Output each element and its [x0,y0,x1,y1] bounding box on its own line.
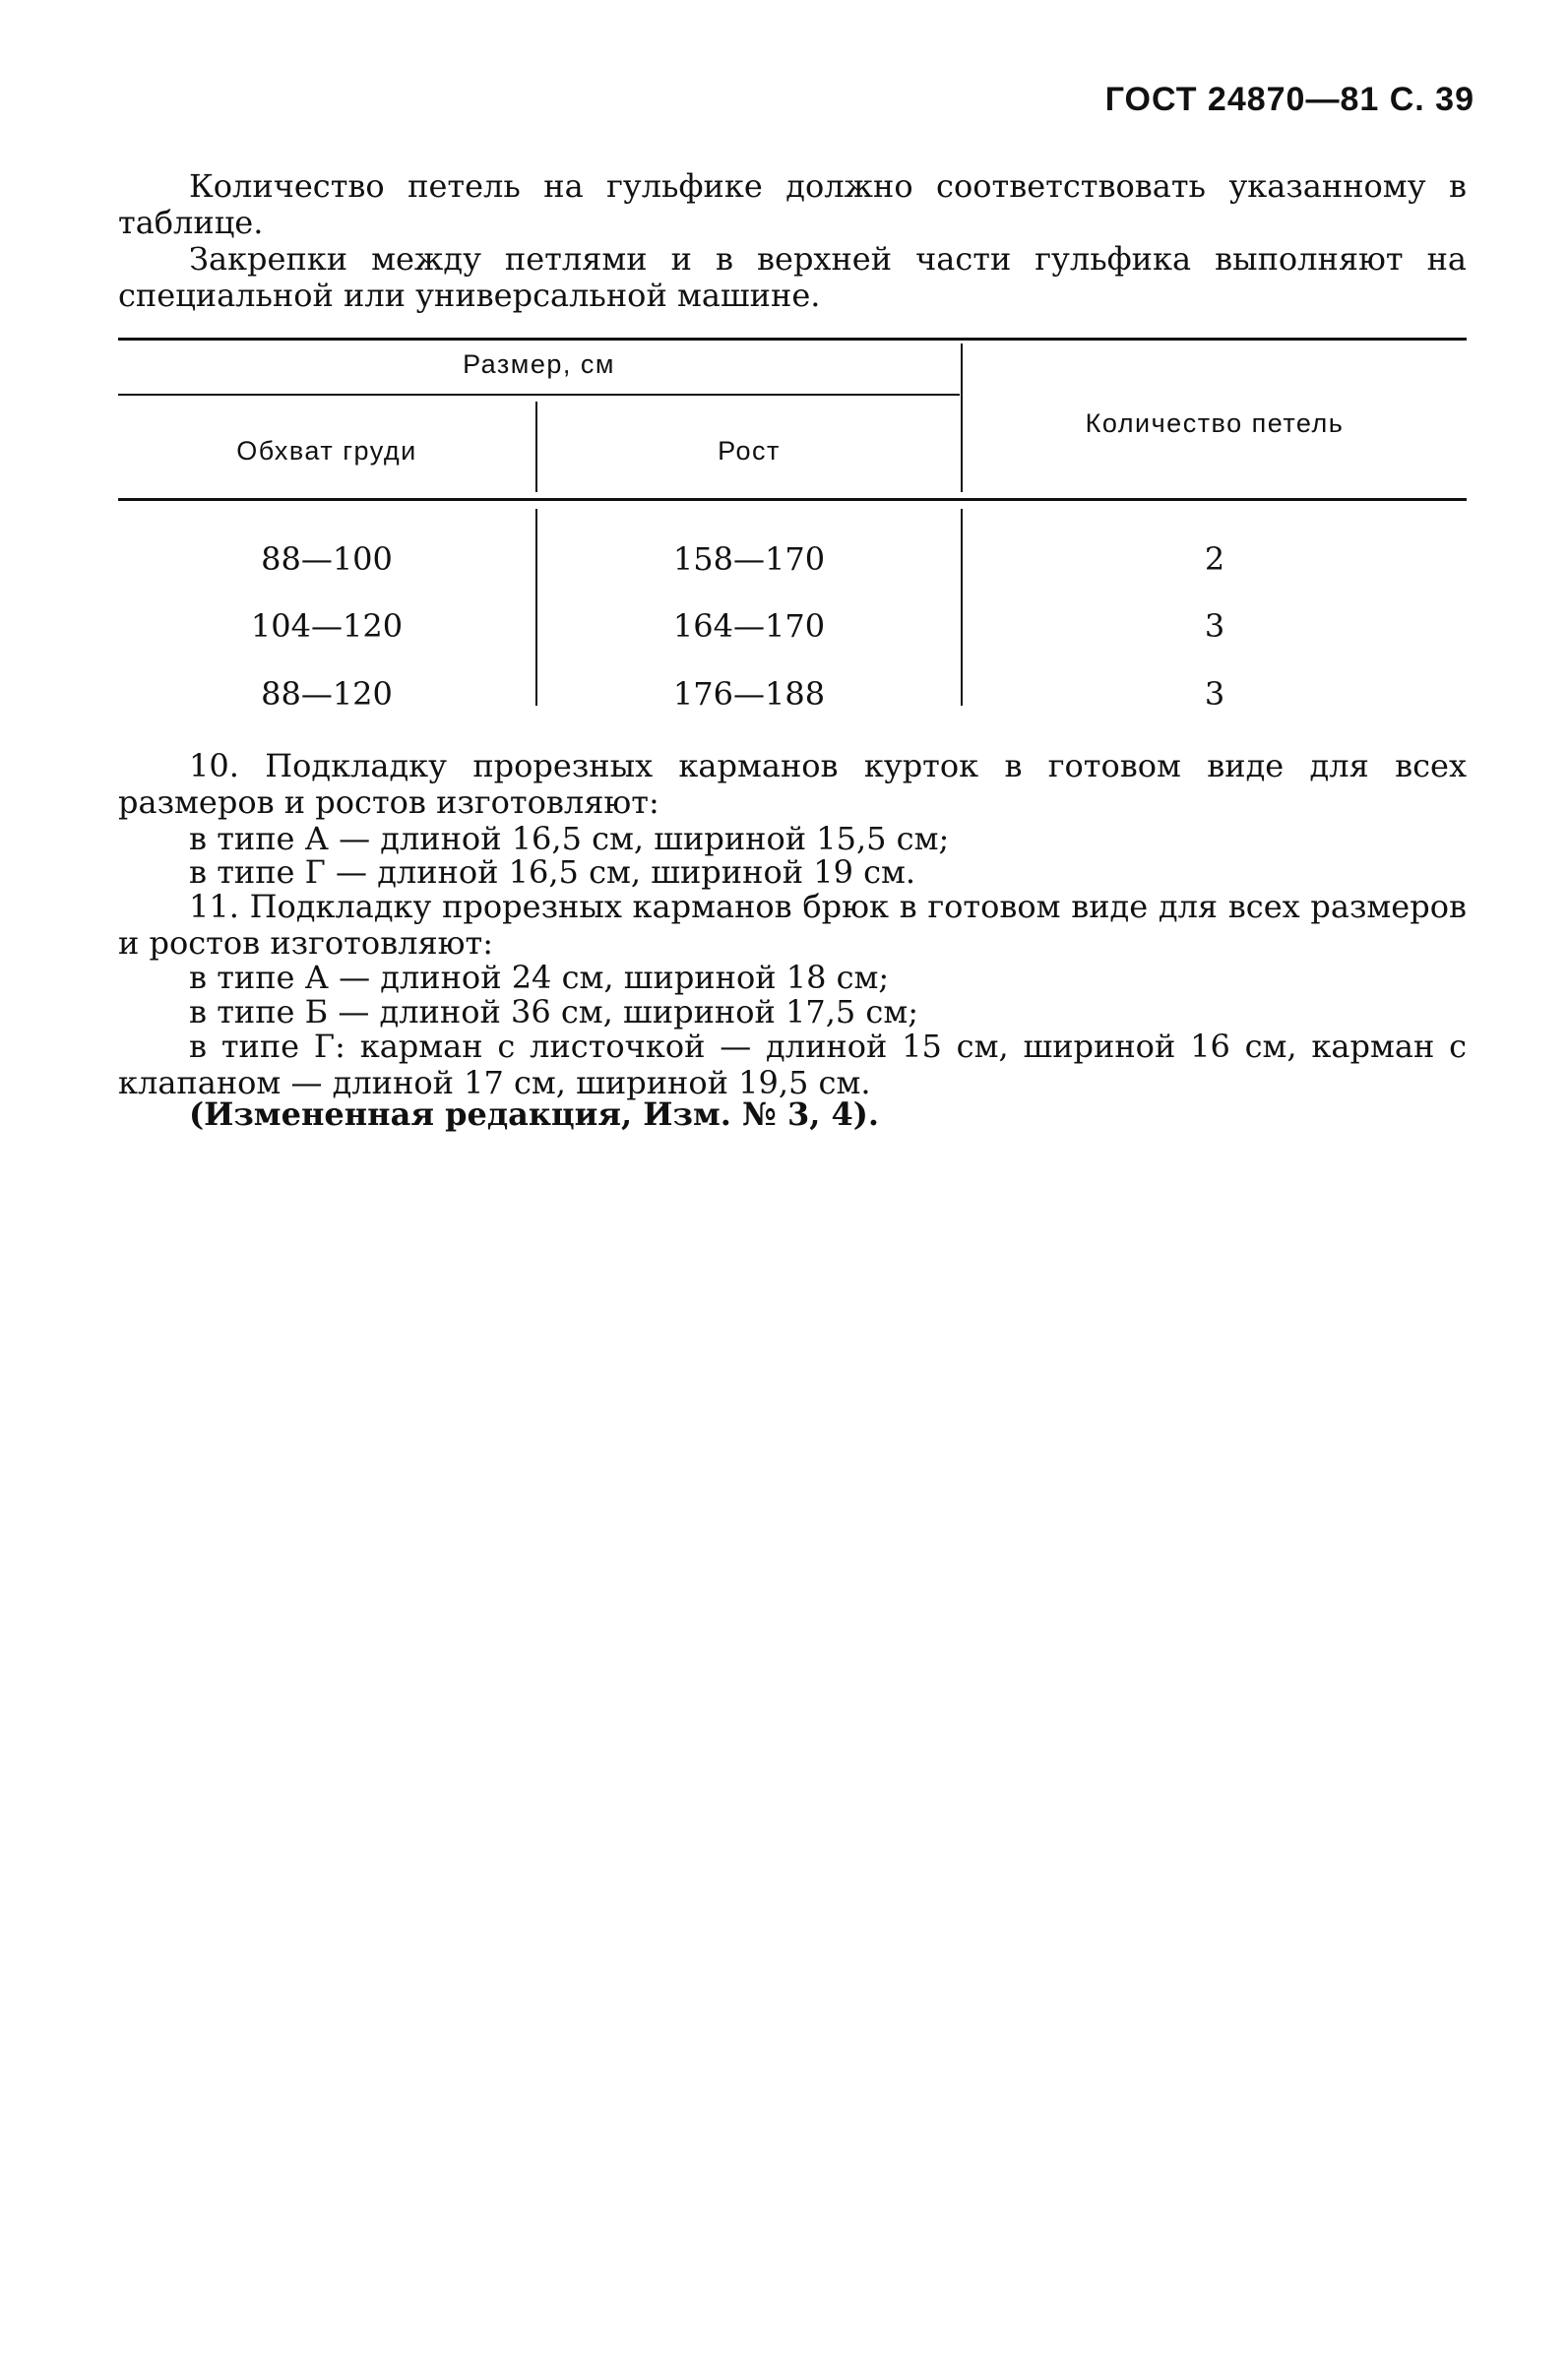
intro-paragraph-1: Количество петель на гульфике должно соответствовать указанному в таблице. [118,167,1467,241]
count-column-header: Количество петель [1085,408,1345,438]
section-10-paragraph: 10. Подкладку прорезных карманов курток в готовом виде для всех размеров и ростов изготовляют: [118,747,1467,821]
chest-column-header: Обхват груди [236,436,417,466]
section-11-paragraph: 11. Подкладку прорезных карманов брюк в готовом виде для всех размеров и ростов изготовляют: [118,888,1467,962]
intro-paragraph-2: Закрепки между петлями и в верхней части гульфика выполняют на специальной или универсальной машине. [118,240,1467,314]
size-group-header: Размер, см [463,349,615,379]
table-cell-count: 3 [1204,607,1225,645]
section-11-type-g: в типе Г: карман с листочкой — длиной 15 см, шириной 16 см, карман с клапаном — длиной 17 см, шириной 19,5 см. [118,1028,1467,1101]
height-column-header: Рост [718,436,781,466]
section-10-type-a: в типе А — длиной 16,5 см, шириной 15,5 см; [189,820,950,857]
table-cell-height: 164—170 [672,607,826,645]
section-11-type-b: в типе Б — длиной 36 см, шириной 17,5 см; [189,993,919,1030]
table-cell-count: 2 [1204,540,1225,578]
section-10-type-g: в типе Г — длиной 16,5 см, шириной 19 см. [189,853,916,891]
page-header: ГОСТ 24870—81 С. 39 [1104,81,1474,118]
amendment-note: (Измененная редакция, Изм. № 3, 4). [189,1095,880,1133]
table-cell-count: 3 [1204,675,1225,713]
table-cell-chest: 88—120 [261,675,393,713]
table-cell-chest: 88—100 [261,540,393,578]
table-cell-height: 176—188 [672,675,826,713]
table-cell-height: 158—170 [672,540,826,578]
loops-table [118,338,1467,713]
table-cell-chest: 104—120 [250,607,404,645]
section-11-type-a: в типе А — длиной 24 см, шириной 18 см; [189,959,890,996]
